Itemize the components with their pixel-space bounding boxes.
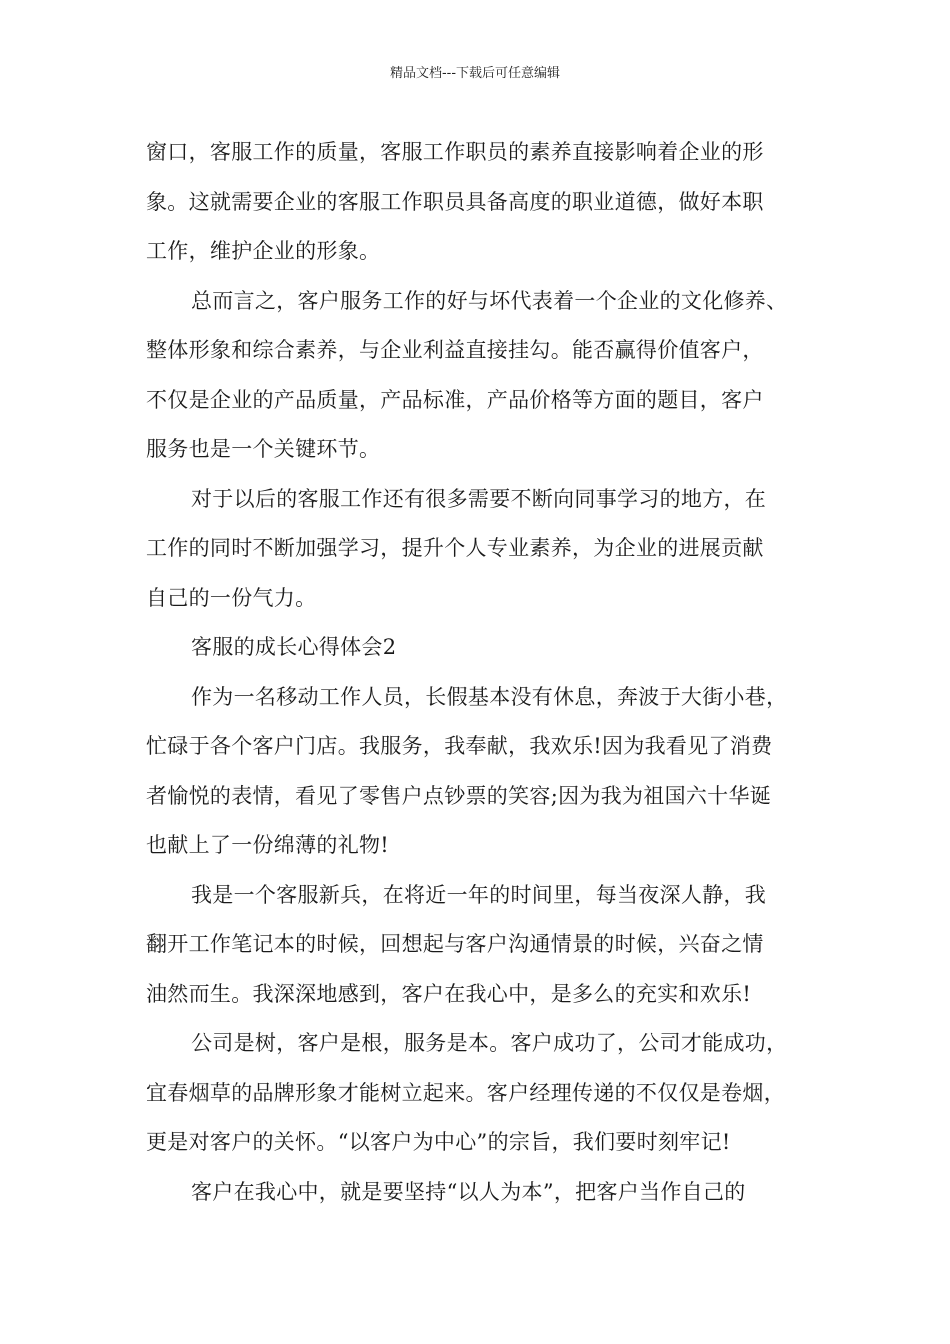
text-line: 油然而生。我深深地感到，客户在我心中，是多么的充实和欢乐! xyxy=(146,981,752,1006)
text-line: 也献上了一份绵薄的礼物! xyxy=(146,833,390,857)
text-line: 象。这就需要企业的客服工作职员具备高度的职业道德，做好本职 xyxy=(146,189,764,214)
text-line: 总而言之，客户服务工作的好与坏代表着一个企业的文化修养、 xyxy=(191,288,788,313)
text-line: 公司是树，客户是根，服务是本。客户成功了，公司才能成功， xyxy=(191,1031,788,1055)
text-line: 宜春烟草的品牌形象才能树立起来。客户经理传递的不仅仅是卷烟， xyxy=(146,1080,785,1105)
text-line: 整体形象和综合素养，与企业利益直接挂勾。能否赢得价值客户， xyxy=(146,338,764,362)
text-line: 服务也是一个关键环节。 xyxy=(146,437,381,461)
text-line: 不仅是企业的产品质量，产品标准，产品价格等方面的题目，客户 xyxy=(146,387,764,412)
text-line: 作为一名移动工作人员，长假基本没有休息，奔波于大街小巷， xyxy=(191,684,788,709)
text-line: 对于以后的客服工作还有很多需要不断向同事学习的地方，在 xyxy=(191,486,767,511)
paragraph xyxy=(146,871,836,1020)
text-line: 客户在我心中，就是要坚持“以人为本”，把客户当作自己的 xyxy=(191,1179,746,1204)
text-line: 我是一个客服新兵，在将近一年的时间里，每当夜深人静，我 xyxy=(191,882,767,907)
paragraph xyxy=(146,1019,836,1168)
paragraph xyxy=(146,475,836,624)
paragraph xyxy=(146,1168,836,1218)
text-line: 翻开工作笔记本的时候，回想起与客户沟通情景的时候，兴奋之情 xyxy=(146,932,764,956)
document-body xyxy=(146,128,836,1217)
paragraph xyxy=(146,128,836,277)
text-line: 忙碌于各个客户门店。我服务，我奉献，我欢乐!因为我看见了消费 xyxy=(146,734,773,758)
text-line: 客服的成长心得体会2 xyxy=(191,635,397,659)
text-line: 窗口，客服工作的质量，客服工作职员的素养直接影响着企业的形 xyxy=(146,140,764,164)
paragraph xyxy=(146,673,836,871)
text-line: 者愉悦的表情，看见了零售户点钞票的笑容;因为我为祖国六十华诞 xyxy=(146,783,772,808)
paragraph xyxy=(146,277,836,475)
text-line: 工作的同时不断加强学习，提升个人专业素养，为企业的进展贡献 xyxy=(146,536,764,560)
text-line: 更是对客户的关怀。“以客户为中心”的宗旨，我们要时刻牢记! xyxy=(146,1130,731,1154)
text-line: 自己的一份气力。 xyxy=(146,585,317,610)
page-header: 精品文档---下载后可任意编辑 xyxy=(389,66,561,81)
text-line: 工作，维护企业的形象。 xyxy=(146,239,381,263)
section-heading xyxy=(146,623,836,673)
